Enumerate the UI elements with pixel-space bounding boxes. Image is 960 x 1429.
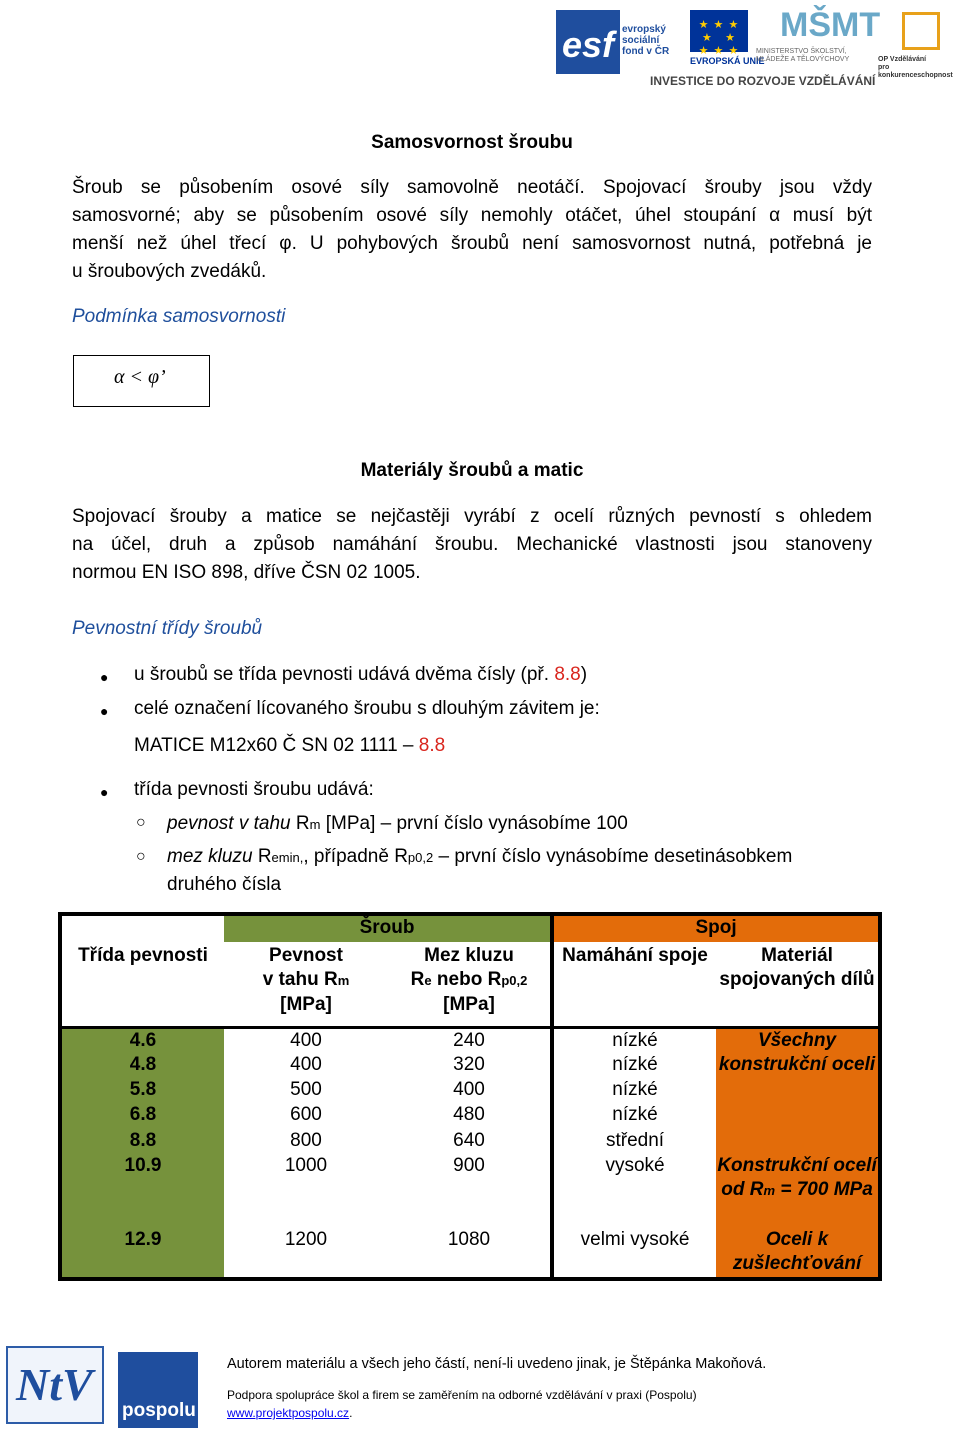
esf-logo: esf [556,10,620,74]
intro-paragraph: Šroub se působením osové síly samovolně neotáčí. Spojovací šrouby jsou vždy samosvorné; aby se působením osové síly nemohly otáčet, úhel stoupání α musí být menší než úhel třecí φ. U pohybových šroubů není samosvornost nutná, potřebná je u šroubových zvedáků. [72,177,872,282]
strength-class-table [58,912,882,1281]
formula-box [73,355,210,407]
header-logos [556,6,956,94]
table-row: 5.8 500 400 nízké [60,1078,880,1103]
formula: α < φ’ [114,366,166,388]
footer-author: Autorem materiálu a všech jeho částí, není-li uvedeno jinak, je Štěpánka Makoňová. [227,1356,767,1372]
group-spoj: Spoj [552,914,880,942]
ntv-logo: NtV [6,1346,104,1424]
sub-bullet-1: pevnost v tahu Rm [MPa] – první číslo vynásobíme 100 [167,813,628,834]
page-title: Samosvornost šroubu [371,132,573,153]
esf-label: evropský sociální fond v ČR [622,24,670,57]
sub-bullet-2-line2: druhého čísla [167,874,282,895]
material-rm-700: Konstrukční ocelí od Rm = 700 MPa [716,1154,880,1229]
bullet-1: u šroubů se třída pevnosti udává dvěma čísly (př. 8.8) [134,664,588,685]
footer-link-line: www.projektpospolu.cz. [227,1406,353,1420]
opvk-label: OP Vzdělávání pro konkurenceschopnost [878,56,953,79]
footer-support: Podpora spolupráce škol a firem se zaměřením na odborné vzdělávání v praxi (Pospolu) [227,1388,697,1402]
sub-bullet-2: mez kluzu Remin,, případně Rp0,2 – první číslo vynásobíme desetinásobkem [167,846,793,867]
investice-label: INVESTICE DO ROZVOJE VZDĚLÁVÁNÍ [650,74,876,88]
material-all-steels: Všechny konstrukční oceli [716,1027,880,1154]
circle-bullet-icon: ○ [136,848,146,865]
condition-heading: Podmínka samosvornosti [72,306,286,327]
header-material: Materiál spojovaných dílů [716,942,880,1027]
classes-heading: Pevnostní třídy šroubů [72,618,263,639]
msmt-label: MINISTERSTVO ŠKOLSTVÍ, MLÁDEŽE A TĚLOVÝCHOVY [756,48,850,63]
table-row: 4.8 400 320 nízké [60,1053,880,1078]
header-trida: Třída pevnosti [60,914,224,1027]
circle-bullet-icon: ○ [136,814,146,831]
bullet-3: třída pevnosti šroubu udává: [134,779,374,800]
header-namahani: Namáhání spoje [552,942,716,1027]
table-row: 10.9 1000 900 vysoké Konstrukční ocelí od Rm = 700 MPa [60,1154,880,1229]
table-row: 4.6 400 240 nízké Všechny konstrukční oceli [60,1027,880,1053]
materials-paragraph: Spojovací šrouby a matice se nejčastěji vyrábí z ocelí různých pevností s ohledem na účel, druh a způsob namáhání šroubu. Mechanické vlastnosti jsou stanoveny normou EN ISO 898, dříve ČSN 02 1005. [72,506,872,583]
header-pevnost: Pevnost v tahu Rm [MPa] [224,942,388,1027]
msmt-logo: MŠMT [780,6,881,44]
table-row: 8.8 800 640 střední [60,1129,880,1154]
pospolu-logo: pospolu [118,1352,198,1428]
table-row: 12.9 1200 1080 velmi vysoké Oceli k zušlechťování [60,1228,880,1279]
bullet-icon: ● [100,784,109,800]
bullet-icon: ● [100,669,109,685]
material-zuslechtovani: Oceli k zušlechťování [716,1228,880,1279]
opvk-logo-icon [902,12,940,50]
table-row: 6.8 600 480 nízké [60,1103,880,1128]
materials-title: Materiály šroubů a matic [360,460,584,481]
bullet-list [72,664,892,904]
bullet-2-line2: MATICE M12x60 Č SN 02 1111 – 8.8 [134,735,446,756]
group-sroub: Šroub [224,914,552,942]
bullet-icon: ● [100,703,109,719]
eu-label: EVROPSKÁ UNIE [690,56,765,66]
eu-flag-icon: ★ ★ ★ ★ ★ ★ ★ ★ [690,10,748,52]
footer-link[interactable]: www.projektpospolu.cz [227,1406,350,1420]
bullet-2: celé označení lícovaného šroubu s dlouhým závitem je: [134,698,600,719]
header-mez: Mez kluzu Re nebo Rp0,2 [MPa] [388,942,552,1027]
